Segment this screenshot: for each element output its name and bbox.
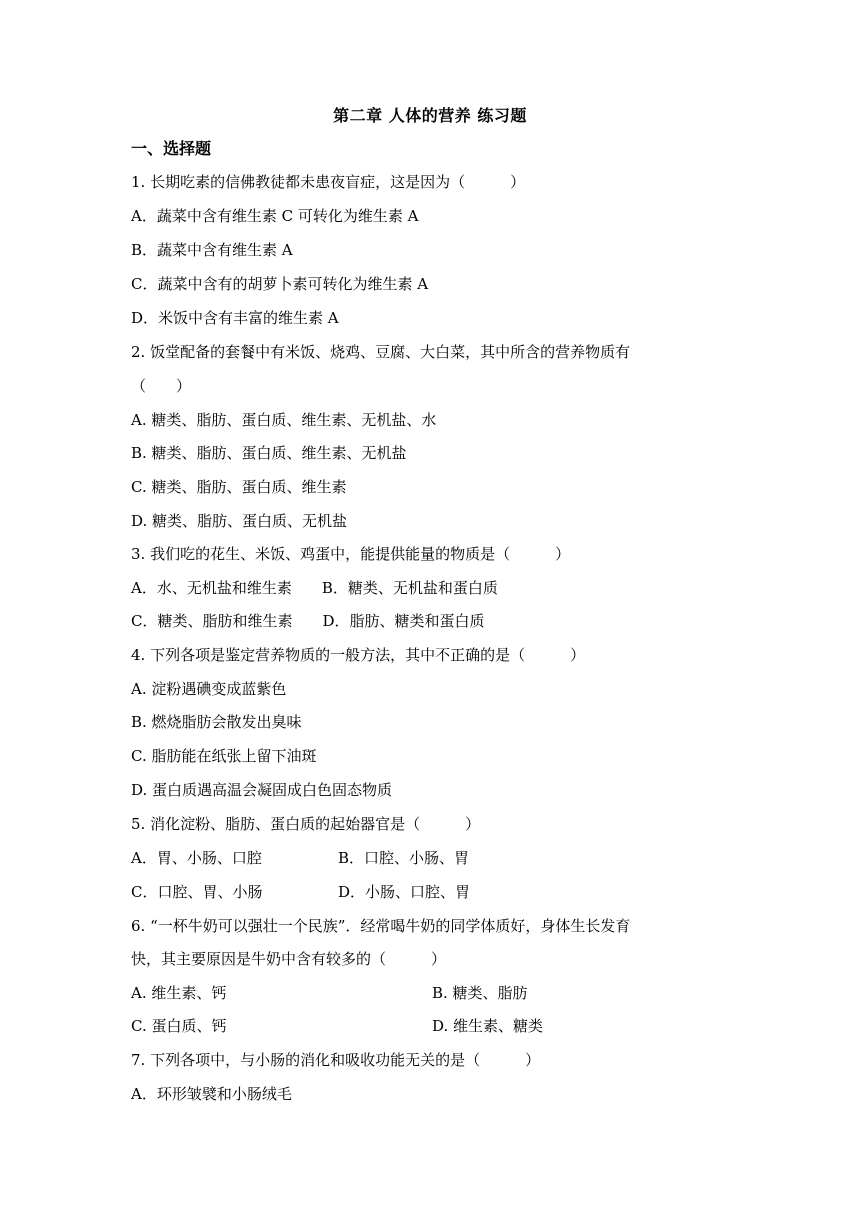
question-7-stem: 7. 下列各项中，与小肠的消化和吸收功能无关的是（ ） — [131, 1051, 541, 1069]
section-heading: 一、选择题 — [131, 139, 212, 158]
page-title: 第二章 人体的营养 练习题 — [333, 106, 527, 125]
question-1-option-c: C．蔬菜中含有的胡萝卜素可转化为维生素 A — [131, 275, 429, 293]
question-6-option-c: C. 蛋白质、钙 — [131, 1017, 227, 1035]
question-5-stem: 5. 消化淀粉、脂肪、蛋白质的起始器官是（ ） — [131, 815, 481, 833]
question-3-options-row-1: A．水、无机盐和维生素 B．糖类、无机盐和蛋白质 — [131, 579, 498, 597]
question-2-stem: 2. 饭堂配备的套餐中有米饭、烧鸡、豆腐、大白菜，其中所含的营养物质有 — [131, 343, 631, 361]
question-4-option-b: B. 燃烧脂肪会散发出臭味 — [131, 713, 302, 731]
question-2-stem-cont: （ ） — [131, 377, 192, 395]
question-1-option-d: D．米饭中含有丰富的维生素 A — [131, 309, 339, 327]
question-3-options-row-2: C．糖类、脂肪和维生素 D．脂肪、糖类和蛋白质 — [131, 612, 485, 630]
question-4-option-a: A. 淀粉遇碘变成蓝紫色 — [131, 680, 287, 698]
question-2-option-c: C. 糖类、脂肪、蛋白质、维生素 — [131, 478, 347, 496]
question-6-stem: 6. “一杯牛奶可以强壮一个民族”．经常喝牛奶的同学体质好，身体生长发育 — [131, 917, 631, 935]
question-1-option-a: A．蔬菜中含有维生素 C 可转化为维生素 A — [131, 207, 419, 225]
question-6-option-d: D. 维生素、糖类 — [432, 1017, 544, 1035]
question-4-stem: 4. 下列各项是鉴定营养物质的一般方法，其中不正确的是（ ） — [131, 646, 586, 664]
question-4-option-c: C. 脂肪能在纸张上留下油斑 — [131, 747, 317, 765]
question-6-option-a: A. 维生素、钙 — [131, 984, 227, 1002]
question-6-stem-cont: 快，其主要原因是牛奶中含有较多的（ ） — [131, 950, 447, 968]
question-2-option-b: B. 糖类、脂肪、蛋白质、维生素、无机盐 — [131, 444, 407, 462]
question-7-option-a: A．环形皱襞和小肠绒毛 — [131, 1085, 292, 1103]
question-4-option-d: D. 蛋白质遇高温会凝固成白色固态物质 — [131, 781, 393, 799]
question-3-stem: 3. 我们吃的花生、米饭、鸡蛋中，能提供能量的物质是（ ） — [131, 545, 571, 563]
question-1-option-b: B．蔬菜中含有维生素 A — [131, 241, 293, 259]
question-2-option-a: A. 糖类、脂肪、蛋白质、维生素、无机盐、水 — [131, 411, 437, 429]
question-5-option-a: A．胃、小肠、口腔 — [131, 849, 262, 867]
question-5-option-d: D．小肠、口腔、胃 — [338, 883, 471, 901]
question-2-option-d: D. 糖类、脂肪、蛋白质、无机盐 — [131, 512, 348, 530]
question-1-stem: 1. 长期吃素的信佛教徒都未患夜盲症，这是因为（ ） — [131, 173, 526, 191]
question-6-option-b: B. 糖类、脂肪 — [432, 984, 528, 1002]
question-5-option-c: C．口腔、胃、小肠 — [131, 883, 263, 901]
question-5-option-b: B．口腔、小肠、胃 — [338, 849, 470, 867]
